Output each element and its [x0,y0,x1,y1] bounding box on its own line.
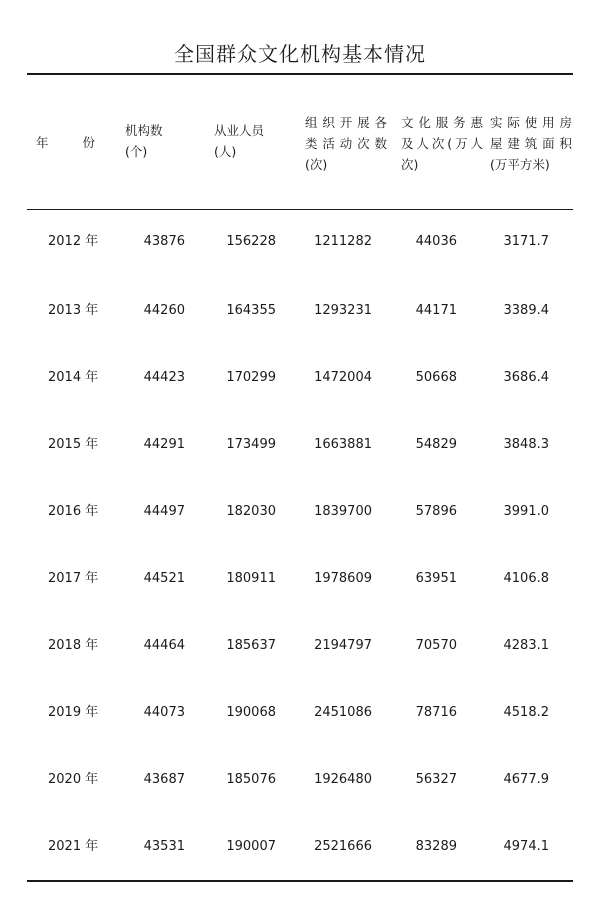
header-institutions-line-2: (个) [125,144,148,159]
institutions-cell: 43531 [143,839,185,854]
beneficiaries-cell: 54829 [415,437,457,452]
header-rule [27,209,573,210]
table-row [0,301,600,321]
header-activities-line-1: 组织开展各 [305,115,387,130]
activities-cell: 1663881 [314,437,372,452]
activities-cell: 1839700 [314,504,372,519]
year-cell: 2021 年 [48,839,99,854]
activities-cell: 1978609 [314,571,372,586]
table-row [0,232,600,252]
header-staff-line-2: (人) [214,144,237,159]
beneficiaries-cell: 63951 [415,571,457,586]
year-cell: 2014 年 [48,370,99,385]
header-year [36,132,96,153]
table-title: 全国群众文化机构基本情况 [174,42,426,66]
staff-cell: 173499 [226,437,276,452]
table-row [0,502,600,522]
activities-cell: 1211282 [314,234,372,249]
table-row [0,569,600,589]
floor-area-cell: 3991.0 [503,504,549,519]
year-cell: 2015 年 [48,437,99,452]
table-row [0,770,600,790]
beneficiaries-cell: 70570 [415,638,457,653]
bottom-rule [27,880,573,882]
beneficiaries-cell: 57896 [415,504,457,519]
beneficiaries-cell: 83289 [415,839,457,854]
header-floor-area-line-2: 屋建筑面积 [490,136,572,151]
header-activities [305,112,387,175]
institutions-cell: 44497 [143,504,185,519]
institutions-cell: 44521 [143,571,185,586]
activities-cell: 1472004 [314,370,372,385]
institutions-cell: 43687 [143,772,185,787]
table-row [0,837,600,857]
institutions-cell: 44291 [143,437,185,452]
year-cell: 2018 年 [48,638,99,653]
beneficiaries-cell: 50668 [415,370,457,385]
header-beneficiaries-line-1: 文化服务惠 [401,115,483,130]
institutions-cell: 44260 [143,303,185,318]
staff-cell: 182030 [226,504,276,519]
beneficiaries-cell: 44171 [415,303,457,318]
year-cell: 2019 年 [48,705,99,720]
table-row [0,368,600,388]
staff-cell: 185637 [226,638,276,653]
header-activities-line-2: 类活动次数 [305,136,387,151]
header-staff [214,120,284,162]
staff-cell: 185076 [226,772,276,787]
floor-area-cell: 3686.4 [503,370,549,385]
beneficiaries-cell: 78716 [415,705,457,720]
header-beneficiaries-line-3: 次) [401,157,419,172]
floor-area-cell: 4677.9 [503,772,549,787]
table-row [0,703,600,723]
year-cell: 2020 年 [48,772,99,787]
year-cell: 2013 年 [48,303,99,318]
header-activities-line-3: (次) [305,157,328,172]
activities-cell: 2194797 [314,638,372,653]
institutions-cell: 44073 [143,705,185,720]
header-institutions [125,120,195,162]
table-row [0,435,600,455]
activities-cell: 2521666 [314,839,372,854]
floor-area-cell: 3848.3 [503,437,549,452]
activities-cell: 1293231 [314,303,372,318]
header-floor-area [490,112,572,175]
floor-area-cell: 4974.1 [503,839,549,854]
institutions-cell: 44464 [143,638,185,653]
beneficiaries-cell: 44036 [415,234,457,249]
staff-cell: 156228 [226,234,276,249]
activities-cell: 1926480 [314,772,372,787]
floor-area-cell: 4518.2 [503,705,549,720]
floor-area-cell: 4283.1 [503,638,549,653]
table-row [0,636,600,656]
header-floor-area-line-1: 实际使用房 [490,115,572,130]
header-staff-line-1: 从业人员 [214,123,265,138]
beneficiaries-cell: 56327 [415,772,457,787]
header-year-char-2: 份 [82,135,96,150]
header-beneficiaries-line-2: 及人次(万人 [401,136,483,151]
header-year-char-1: 年 [36,135,49,150]
top-rule [27,73,573,75]
year-cell: 2017 年 [48,571,99,586]
staff-cell: 190007 [226,839,276,854]
floor-area-cell: 4106.8 [503,571,549,586]
staff-cell: 180911 [226,571,276,586]
activities-cell: 2451086 [314,705,372,720]
floor-area-cell: 3171.7 [503,234,549,249]
header-institutions-line-1: 机构数 [125,123,163,138]
institutions-cell: 44423 [143,370,185,385]
header-beneficiaries [401,112,483,175]
staff-cell: 164355 [226,303,276,318]
staff-cell: 170299 [226,370,276,385]
year-cell: 2016 年 [48,504,99,519]
floor-area-cell: 3389.4 [503,303,549,318]
year-cell: 2012 年 [48,234,99,249]
institutions-cell: 43876 [143,234,185,249]
staff-cell: 190068 [226,705,276,720]
header-floor-area-line-3: (万平方米) [490,157,550,172]
